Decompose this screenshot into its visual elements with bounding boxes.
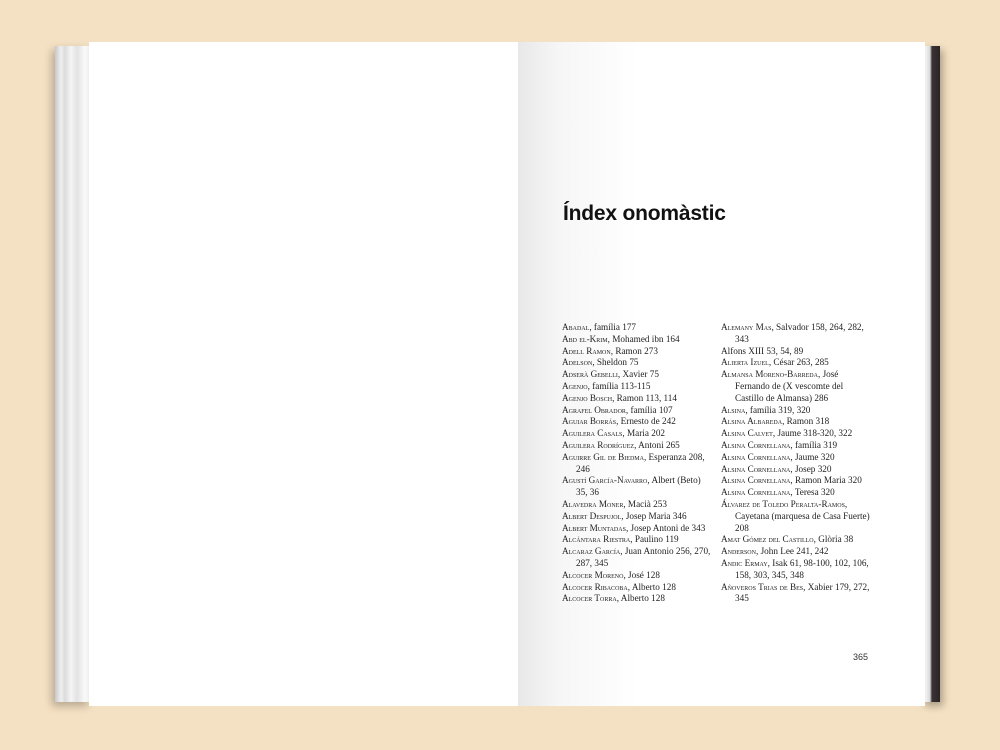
- entry-detail: , Teresa 320: [790, 487, 835, 498]
- entry-surname: Abadal: [562, 322, 590, 332]
- entry-surname: Agrafel Obrador: [562, 404, 626, 415]
- index-entry: [562, 369, 714, 381]
- entry-surname: Adelson: [562, 357, 593, 368]
- index-entry: [721, 546, 873, 558]
- entry-surname: Álvarez de Toledo Peralta-Ramos: [721, 498, 845, 509]
- index-entry: [562, 511, 714, 523]
- index-entry: [562, 440, 714, 452]
- open-book: [55, 42, 943, 708]
- entry-surname: Alierta Izuel: [721, 357, 769, 368]
- entry-detail: , César 263, 285: [768, 357, 829, 368]
- entry-surname: Alsina Cornellana: [721, 475, 791, 486]
- entry-detail: , Salvador 158, 264, 282, 343: [735, 322, 864, 344]
- entry-surname: Albert Despujol: [562, 510, 622, 521]
- index-entry: [562, 593, 714, 605]
- entry-detail: , Isak 61, 98-100, 102, 106, 158, 303, 345, 348: [735, 557, 869, 580]
- index-entry: [562, 523, 714, 535]
- entry-detail: , Macià 253: [623, 498, 667, 509]
- index-entry: [721, 475, 873, 487]
- index-entry: [721, 322, 873, 346]
- entry-detail: , família 319: [790, 439, 838, 450]
- entry-detail: , Maria 202: [622, 428, 666, 439]
- entry-surname: Alsina Albareda: [721, 416, 783, 427]
- index-entry: [562, 546, 714, 570]
- entry-detail: , família 107: [625, 404, 673, 415]
- index-entry: [562, 393, 714, 405]
- index-entry: [721, 487, 873, 499]
- entry-surname: Aguilera Casals: [562, 428, 623, 439]
- index-entry: [721, 440, 873, 452]
- index-entry: [562, 416, 714, 428]
- entry-surname: Andic Ermay: [721, 557, 768, 568]
- entry-surname: Aguirre Gil de Biedma: [562, 451, 644, 462]
- index-entry: [562, 534, 714, 546]
- index-entry: [562, 570, 714, 582]
- entry-detail: , Ernesto de 242: [616, 416, 676, 427]
- index-title: Índex onomàstic: [563, 202, 726, 225]
- entry-surname: Alavedra Moner: [562, 498, 624, 509]
- left-page: [89, 42, 518, 706]
- entry-detail: , José Fernando de (X vescomte del Castillo de Almansa) 286: [735, 369, 844, 403]
- entry-surname: Alsina Cornellana: [721, 463, 791, 474]
- entry-detail: Alfons XIII 53, 54, 89: [721, 345, 804, 356]
- entry-detail: , Juan Antonio 256, 270, 287, 345: [576, 546, 711, 568]
- entry-surname: Alsina Cornellana: [721, 487, 791, 498]
- index-entry: [562, 428, 714, 440]
- index-entry: [562, 357, 714, 369]
- entry-detail: , Cayetana (marquesa de Casa Fuerte) 208: [735, 498, 870, 533]
- entry-detail: , família 113-115: [587, 380, 651, 391]
- entry-detail: , Ramon 113, 114: [612, 392, 677, 403]
- entry-surname: Añoveros Trias de Bes: [721, 581, 804, 592]
- entry-surname: Adell Ramon: [562, 345, 611, 356]
- entry-surname: Aguilera Rodríguez: [562, 439, 635, 450]
- index-entry: [562, 381, 714, 393]
- entry-detail: , Paulino 119: [630, 534, 679, 545]
- entry-detail: , Xabier 179, 272, 345: [735, 581, 870, 604]
- index-entry: [721, 558, 873, 582]
- entry-detail: , Alberto 128: [616, 593, 665, 604]
- entry-surname: Alsina Cornellana: [721, 451, 791, 462]
- entry-surname: Anderson: [721, 546, 756, 557]
- entry-surname: Albert Muntadas: [562, 522, 626, 533]
- entry-detail: , Esperanza 208, 246: [576, 451, 705, 474]
- entry-detail: , John Lee 241, 242: [755, 546, 829, 557]
- entry-detail: , Josep Antoni de 343: [625, 522, 706, 533]
- entry-surname: Abd el-Krim: [562, 333, 608, 344]
- index-entry: [562, 322, 714, 334]
- right-page: [518, 42, 925, 706]
- index-entry: [562, 582, 714, 594]
- entry-surname: Alemany Mas: [721, 322, 772, 332]
- page-stack-left: [55, 46, 91, 702]
- entry-detail: , Josep 320: [790, 463, 832, 474]
- index-entry: [721, 346, 873, 358]
- index-entry: [562, 405, 714, 417]
- entry-surname: Agustí García-Navarro: [562, 475, 648, 486]
- index-entry: [721, 428, 873, 440]
- entry-detail: , Glòria 38: [813, 534, 854, 545]
- index-entry: [721, 369, 873, 404]
- index-entry: [562, 475, 714, 499]
- index-column-1: [562, 322, 714, 605]
- entry-detail: , Xavier 75: [617, 369, 659, 380]
- entry-surname: Adserà Gebelli: [562, 369, 618, 380]
- index-entry: [562, 334, 714, 346]
- index-entry: [721, 357, 873, 369]
- index-entry: [721, 534, 873, 546]
- entry-surname: Alsina: [721, 404, 746, 415]
- entry-detail: , Ramon 318: [782, 416, 830, 427]
- entry-surname: Agenjo Bosch: [562, 392, 613, 403]
- entry-surname: Alcántara Riestra: [562, 534, 631, 545]
- entry-detail: , Josep Maria 346: [621, 510, 687, 521]
- index-entry: [721, 452, 873, 464]
- entry-surname: Alsina Calvet: [721, 428, 773, 439]
- entry-surname: Agenjo: [562, 380, 588, 391]
- entry-surname: Alcocer Ribacoba: [562, 581, 628, 592]
- entry-detail: , Antoni 265: [634, 439, 680, 450]
- entry-detail: , família 319, 320: [745, 404, 811, 415]
- entry-surname: Aguiar Borrás: [562, 416, 617, 427]
- index-column-2: [721, 322, 873, 605]
- index-entry: [562, 452, 714, 476]
- entry-surname: Alcocer Moreno: [562, 569, 624, 580]
- entry-detail: , família 177: [589, 322, 637, 332]
- entry-detail: , Albert (Beto) 35, 36: [576, 475, 701, 498]
- entry-surname: Alcocer Torra: [562, 593, 617, 604]
- index-entry: [562, 346, 714, 358]
- entry-detail: , José 128: [623, 569, 660, 580]
- entry-detail: , Ramon 273: [610, 345, 658, 356]
- entry-detail: , Jaume 320: [790, 451, 835, 462]
- entry-detail: , Sheldon 75: [592, 357, 639, 368]
- index-entry: [721, 464, 873, 476]
- page-number: 365: [853, 652, 869, 662]
- entry-surname: Almansa Moreno-Barreda: [721, 369, 818, 380]
- index-entry: [721, 405, 873, 417]
- entry-detail: , Mohamed ibn 164: [607, 333, 680, 344]
- index-entry: [721, 499, 873, 534]
- index-entry: [562, 499, 714, 511]
- entry-surname: Amat Gómez del Castillo: [721, 534, 814, 545]
- entry-surname: Alsina Cornellana: [721, 439, 791, 450]
- entry-detail: , Ramon Maria 320: [790, 475, 862, 486]
- entry-detail: , Jaume 318-320, 322: [772, 428, 853, 439]
- index-entry: [721, 416, 873, 428]
- entry-surname: Alcaraz García: [562, 546, 621, 557]
- entry-detail: , Alberto 128: [627, 581, 676, 592]
- index-entry: [721, 582, 873, 606]
